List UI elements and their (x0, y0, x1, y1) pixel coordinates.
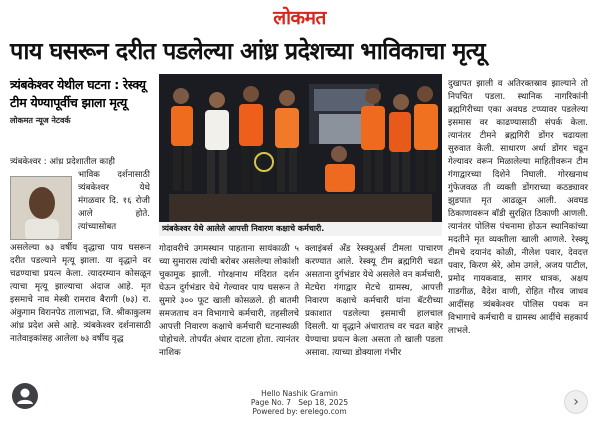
rescue-team-photo (159, 74, 442, 233)
page-footer (0, 389, 599, 416)
chevron-right-icon: › (573, 394, 579, 410)
article-subhead: त्र्यंबकेश्वर येथील घटना : रेस्क्यू टीम येण्यापूर्वीच झाला मृत्यू (10, 77, 146, 110)
news-credit: लोकमत न्यूज नेटवर्क (10, 116, 71, 125)
article-column-2 (159, 243, 299, 360)
article-column-4 (448, 78, 588, 338)
footer-edition: Hello Nashik Gramin (261, 389, 338, 398)
user-icon (12, 383, 38, 409)
article-headline: पाय घसरून दरीत पडलेल्या आंध्र प्रदेशच्या भाविकाचा मृत्यू (10, 37, 486, 65)
article-lead (10, 76, 152, 126)
article-dateline-text: त्र्यंबकेश्वर : आंध्र प्रदेशातील काही (10, 157, 116, 167)
article-column-3-text: क्लाइंबर्स अँड रेस्क्यूअर्स टीमला पाचारण करण्यात आले. रेस्क्यू टीम ब्रह्मगिरी चढत असताना दुर्गभंडार येथे असलेले वन कर्मचारी, मेटघेरा गंगाद्वार मेटचे ग्रामस्थ, आपत्ती निवारण कक्षाचे कर्मचारी यांना बॅटरीच्या प्रकाशात पडलेल्या इसमाची हालचाल दिसली. या वृद्धाने अंधारातच वर चढत बाहेर येण्याचा प्रयत्न केला असता तो खाली पडला असावा. त्याच्या डोक्याला गंभीर (305, 244, 443, 358)
newspaper-masthead (0, 4, 599, 30)
footer-powered-by: Powered by: erelego.com (252, 407, 347, 416)
article-column-4-text: दुखापत झाली व अतिरक्तस्राव झाल्याने तो निपचित पडला. स्थानिक नागरिकांनी ब्रह्मगिरीच्या एका अवघड टप्प्यावर पडलेल्या इसमास वर काढण्यासाठी संपर्क केला. त्यानंतर टीमने ब्रह्मगिरी डोंगर चढायला सुरुवात केली. साधारण अर्धा डोंगर चढून गेल्यावर वरून मिळालेल्या माहितीवरून टीम गंगाद्वारच्या दिशेने निघाली. गोरखनाथ गुंफेजवळ ती व्यक्ती डोंगराच्या कठड्यावर झुडपात मृत आढळून आली. अवघड ठिकाणावरून बॉडी सुरक्षित ठिकाणी आणली. त्यानंतर पोलिस पंचनामा होऊन स्थानिकांच्या मदतीने मृत व्यक्तीला खाली आणले. रेस्क्यू टीमचे दयानंद कोळी, नीलेश पवार, देवदत्त पवार, किरण श्रेरे, ओम उगले, अजय पाटील, प्रमोद गायकवाड, सागर धात्रक, अक्षय गाडगीळ, वैदेश वाणी, रोहित गौरव जाधव आदींसह त्र्यंबकेश्वर पोलिस पथक वन विभागाचे कर्मचारी व ग्रामस्थ आदींचे सहकार्य लाभले. (448, 79, 588, 336)
article-column-1 (10, 242, 151, 346)
user-profile-button[interactable] (12, 383, 38, 409)
article-column-1-side (78, 169, 150, 234)
next-page-button[interactable] (564, 390, 588, 414)
article-column-2-text: गोदावरीचे उगमस्थान पाहताना सायंकाळी ५ च्या सुमारास त्यांची बरोबर असलेल्या लोकांशी चुकामूक झाली. गोरक्षनाथ मंदिरात दर्शन घेऊन दुर्गभंडार येथे गेल्यावर पाय घसरून ते सुमारे ३०० फूट खाली कोसळले. ही बातमी समजताच वन विभागाचे कर्मचारी, तहसीलचे आपत्ती निवारण कक्षाचे कर्मचारी घटनास्थळी पोहोचले. तोपर्यंत अंधार दाटला होता. त्यानंतर नाशिक (159, 244, 299, 358)
article-column-1-text: असलेल्या ७३ वर्षीय वृद्धाचा पाय घसरून दरीत पडल्याने मृत्यू झाला. या वृद्धाने वर चढण्याचा प्रयत्न केला. त्यादरम्यान कोसळून त्याचा मृत्यू झाल्याचा अंदाज आहे. मृत इसमाचे नाव मेस्त्री रामराव बैरागी (७३) रा. अंकुगाम विरानपेठ तालाभद्रा, जि. श्रीकाकुलम आंध्र प्रदेश असे आहे. त्र्यंबकेश्वर दर्शनासाठी नातेवाइकांसह आलेला ७३ वर्षीय वृद्ध (10, 243, 151, 344)
victim-portrait (10, 176, 72, 240)
article-column-1-side-text: भाविक दर्शनासाठी त्र्यंबकेश्वर येथे मंगळवार दि. १६ रोजी आले होते. त्यांच्यासोबत (78, 170, 150, 232)
footer-page-date: Page No. 7 Sep 18, 2025 (250, 398, 349, 407)
photo-caption: त्र्यंबकेश्वर येथे आलेले आपत्ती निवारण कक्षाचे कर्मचारी. (162, 224, 325, 233)
article-column-3 (305, 243, 443, 360)
article-dateline (10, 156, 116, 169)
masthead-logo: लोकमत (273, 7, 326, 29)
